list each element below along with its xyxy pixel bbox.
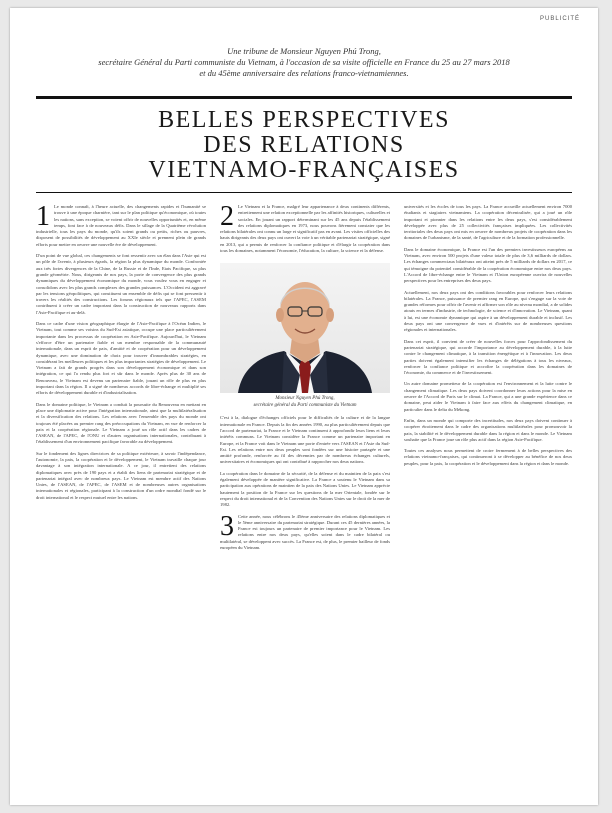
paragraph: Toutes ces analyses nous permettent de croire fermement à de belles perspectives des relations vietnamo-françaises, qui continueront à se développer au bénéfice de nos deux peuples, pour la paix, la coopération et le développement dans la région et dans le monde. [404, 448, 572, 466]
headline-line-3: VIETNAMO-FRANÇAISES [148, 157, 460, 183]
paragraph: universités et les écoles de tous les pays. La France accueille actuellement environ 7000 étudiants et stagiaires vietnamiens. La coopération décentralisée, qui a joué un rôle important et pionnier dans les relations entre les deux pays, s'est considérablement développée avec plus de 25 collectivités françaises impliquées. Les collectivités territoriales des deux pays ont mis en oeuvre de nombreux projets de coopération dans les domaines de l'urbanisme, de la santé, de l'agriculture et de la formation professionnelle. [404, 204, 572, 241]
advertisement-label: PUBLICITÉ [539, 16, 580, 22]
bottom-rule [36, 192, 572, 193]
paragraph: Actuellement, nos deux pays ont des conditions favorables pour renforcer leurs relations bilatérales. La France, puissance de premier rang en Europe, qui s'engage sur la voie de grandes réformes pour offrir de l'avenir et affirmer son rôle au niveau mondial, a de solides atouts en termes d'industrie, de technologie, de science et d'innovation. Le Vietnam, quant à lui, est une économie dynamique qui aspire à un développement durable et inclusif. Les deux pays ont une convergence de vues et d'intérêts sur de nombreuses questions régionales et internationales. [404, 289, 572, 333]
paragraph: Enfin, dans un monde qui comporte des incertitudes, nos deux pays doivent continuer à coopérer étroitement dans le cadre des organisations multilatérales pour promouvoir la paix, la stabilité et le développement durable dans la région et dans le monde. Le Vietnam souhaite que la France joue un rôle plus actif dans la région Asie-Pacifique. [404, 417, 572, 442]
paragraph: Cette année, nous célébrons le 45ème anniversaire des relations diplomatiques et le 5ème anniversaire du partenariat stratégique. Durant ces 45 dernières années, la France est toujours un partenaire de premier importance pour le Vietnam. Les relations entre nos deux pays, qu'elles soient dans le cadre bilatéral ou multilatéral, se développent avec succès. La France est, de plus, le premier bailleur de fonds européen du Vietnam. [220, 513, 390, 551]
column-1 [36, 204, 206, 789]
section-3 [220, 510, 390, 557]
headline [36, 108, 572, 183]
paragraph: Un autre domaine prometteur de la coopération est l'environnement et la lutte contre le changement climatique. Les deux pays doivent coordonner leurs actions pour la mise en oeuvre de l'Accord de Paris sur le climat. La France, qui a une grande expérience dans ce domaine, peut aider le Vietnam à faire face aux effets du changement climatique, en particulier dans le delta du Mékong. [404, 381, 572, 412]
intro-line-1: Une tribune de Monsieur Nguyen Phú Trong, [227, 46, 381, 56]
photo-caption [220, 396, 390, 409]
paragraph: D'un point de vue global, ces changements se font ressentir avec un élan dans l'Asie qui est un pôle de l'avenir, à plusieurs égards, la région la plus dynamique du monde. Confrontée aux très fortes divergences de la Chine, de la Russie et de l'Inde, Etats Pacifique, sa plus grande géométrie. Nous, dirigeants de nos pays, la porte de convergence des plus grands dynamiques du développement économique du monde, vous voulez vous en engager et consolidons avec les plus grands complexes des grandes puissances. L'Occident est aggravé par les tensions géopolitiques, qui constituent un ensemble de défis qui se font pressentir à travers les réalités des constructions. Les forums régionaux tels que l'APEC, l'ASEM contribuent à créer un cadre important dans la construction de nouveaux rapports dans l'Asie-Pacifique et au-delà. [36, 253, 206, 315]
article-columns [36, 204, 572, 789]
headline-line-2: DES RELATIONS [203, 132, 405, 158]
intro-text [50, 46, 558, 79]
section-number-2: 2 [220, 204, 234, 232]
photo-caption-name: Monsieur Nguyen Phú Trong, [275, 396, 335, 402]
paragraph: Dans le domaine politique, le Vietnam a conduit la poursuite du Renouveau en mettant en place une diplomatie active pour l'intégration internationale, ainsi que la multilatéralisation et la diversification des relations. Les relations avec l'ensemble des pays du monde ont toujours été placées au premier rang des préoccupations du Vietnam, en vue de renforcer la paix et la coopération régionale. Le Vietnam a joué un rôle actif dans les cadres de l'ASEAN, de l'APEC, de l'ONU et d'autres organisations internationales, contribuant à l'établissement d'un environnement pacifique favorable au développement. [36, 401, 206, 445]
paragraph: Sur le fondement des lignes directrices de sa politique extérieure, à savoir l'indépendance, l'autonomie, la paix, la coopération et le développement, le Vietnam travaille chaque jour davantage à son intégration internationale. A ce jour, il entretient des relations diplomatiques avec près de 190 pays et a établi des liens de partenariat stratégique et de partenariat intégral avec de nombreux pays. Le Vietnam est membre actif des Nations Unies, de l'ASEAN, de l'APEC, de l'ASEM et de nombreuses autres organisations internationales et régionales, participant à la construction d'un ordre mondial fondé sur le droit international et le respect mutuel entre les nations. [36, 450, 206, 500]
newspaper-page [10, 8, 598, 805]
paragraph: C'est à la, dialogue d'échanges officiels pour le difficultés de la culture et de la langue internationale en France. Depuis la fin des années 1990, au plus particulièrement depuis que l'accord de partenariat, la France et le Vietnam continuent à approfondir leurs liens et leurs intérêts communs. Le Vietnam considère la France comme un partenaire important en Europe, et la France voit dans le Vietnam une porte d'entrée vers l'ASEAN et l'Asie du Sud-Est. Les relations entre nos deux peuples sont fondées sur une histoire partagée et une amitié profonde, renforcée au fil des décennies par de nombreux échanges culturels, universitaires et économiques qui ont contribué à rapprocher nos deux nations. [220, 415, 390, 465]
paragraph: La coopération dans le domaine de la sécurité, de la défense et du maintien de la paix s'est également développée de manière significative. La France a soutenu le Vietnam dans sa participation aux opérations de maintien de la paix des Nations Unies. Le Vietnam apprécie hautement la position de la France sur les questions de la mer Orientale, fondée sur le respect du droit international et de la Convention des Nations Unies sur le droit de la mer de 1982. [220, 470, 390, 508]
paragraph: Le Vietnam et la France, malgré leur appartenance à deux continents différents, entretiennent une relation exceptionnelle par les affinités historiques, culturelles et sociales. En jouant un rapport déterminant sur les 45 ans depuis l'établissement des relations diplomatiques en 1973, nous pouvons fièrement constater que les relations bilatérales ont connu un large et significatif pas en avant. Les visites officielles des hauts dirigeants des deux pays ont ouvert la voie à un véritable partenariat stratégique, signé en 2013, qui a permis de renforcer la confiance politique et d'élargir la coopération dans tous les domaines, notamment l'économie, l'éducation, la culture, la science et la défense. [220, 204, 390, 254]
paragraph: Dans ce cadre d'une vision géographique élargie de l'Asie-Pacifique à l'Océan Indien, le Vietnam, tout comme ses voisins du Sud-Est asiatique, occupe une place particulièrement importante dans les processus de coopération en Asie-Pacifique. Aujourd'hui, le Vietnam s'efforce d'être un partenaire fiable et un membre responsable de la communauté internationale, dans un esprit de paix, d'amitié et de coopération pour un développement dynamique, avec une domination de choix pour trouver d'innombrables stratégies, en considérant les meilleures politiques et les plus importantes stratégies de développement. Le Vietnam a fait de grands progrès dans son développement économique et dans son intégration, ce qui l'a rendu plus fort et sûr dans le monde. Après plus de 30 ans de Renouveau, le Vietnam est devenu un partenaire fiable, jouant un rôle de plus en plus important dans la région. Il a signé de nombreux accords de libre-échange et multiplié ses efforts de développement durable et d'industrialisation. [36, 321, 206, 396]
section-1 [36, 204, 206, 253]
column-3 [404, 204, 572, 789]
top-rule [36, 96, 572, 99]
headline-line-1: BELLES PERSPECTIVES [158, 107, 450, 133]
intro-line-2: secrétaire Général du Parti communiste du Vietnam, à l'occasion de sa visite officielle en France du 25 au 27 mars 2018 [98, 57, 510, 67]
photo-caption-title: secrétaire général du Parti communiste du Vietnam [253, 402, 357, 408]
section-number-1: 1 [36, 204, 50, 232]
paragraph: Dans le domaine économique, la France est l'un des premiers investisseurs européens au Vietnam, avec environ 500 projets d'une valeur totale de plus de 3,6 milliards de dollars. Les échanges commerciaux bilatéraux ont atteint près de 5 milliards de dollars en 2017, ce qui témoigne du potentiel considérable de la coopération économique entre nos deux pays. L'Accord de libre-échange entre le Vietnam et l'Union européenne ouvrira de nouvelles perspectives pour les entreprises des deux pays. [404, 246, 572, 284]
section-number-3: 3 [220, 510, 234, 542]
paragraph: Le monde connaît, à l'heure actuelle, des changements rapides et l'humanité se trouve à une époque charnière, tant sur le plan politique qu'économique, où toutes les nations, sans exception, se voient offrir de nouvelles opportunités et, en même temps, font face à de nouveaux défis. Dans le sillage de la Quatrième révolution industrielle, tous les pays du monde, qu'ils soient grands ou petits, riches ou pauvres, disposent de possibilités de développement au XXIe siècle et prennent plein de grands efforts pour mettre en oeuvre une nouvelle ère de développement. [36, 204, 206, 247]
portrait-image [220, 263, 390, 393]
paragraph: Dans cet esprit, il convient de créer de nouvelles forces pour l'approfondissement du partenariat stratégique, qui accorde l'importance au développement durable, à la lutte contre le changement climatique, à la transition énergétique et à l'innovation. Les deux parties doivent également intensifier les échanges de délégations à tous les niveaux, renforcer la confiance politique et accroître la coopération dans les domaines de l'économie, du commerce et de l'investissement. [404, 338, 572, 376]
section-2 [220, 204, 390, 259]
column-2 [220, 204, 390, 789]
intro-line-3: et du 45ème anniversaire des relations franco-vietnamiennes. [199, 68, 409, 78]
portrait-photo [220, 263, 390, 393]
